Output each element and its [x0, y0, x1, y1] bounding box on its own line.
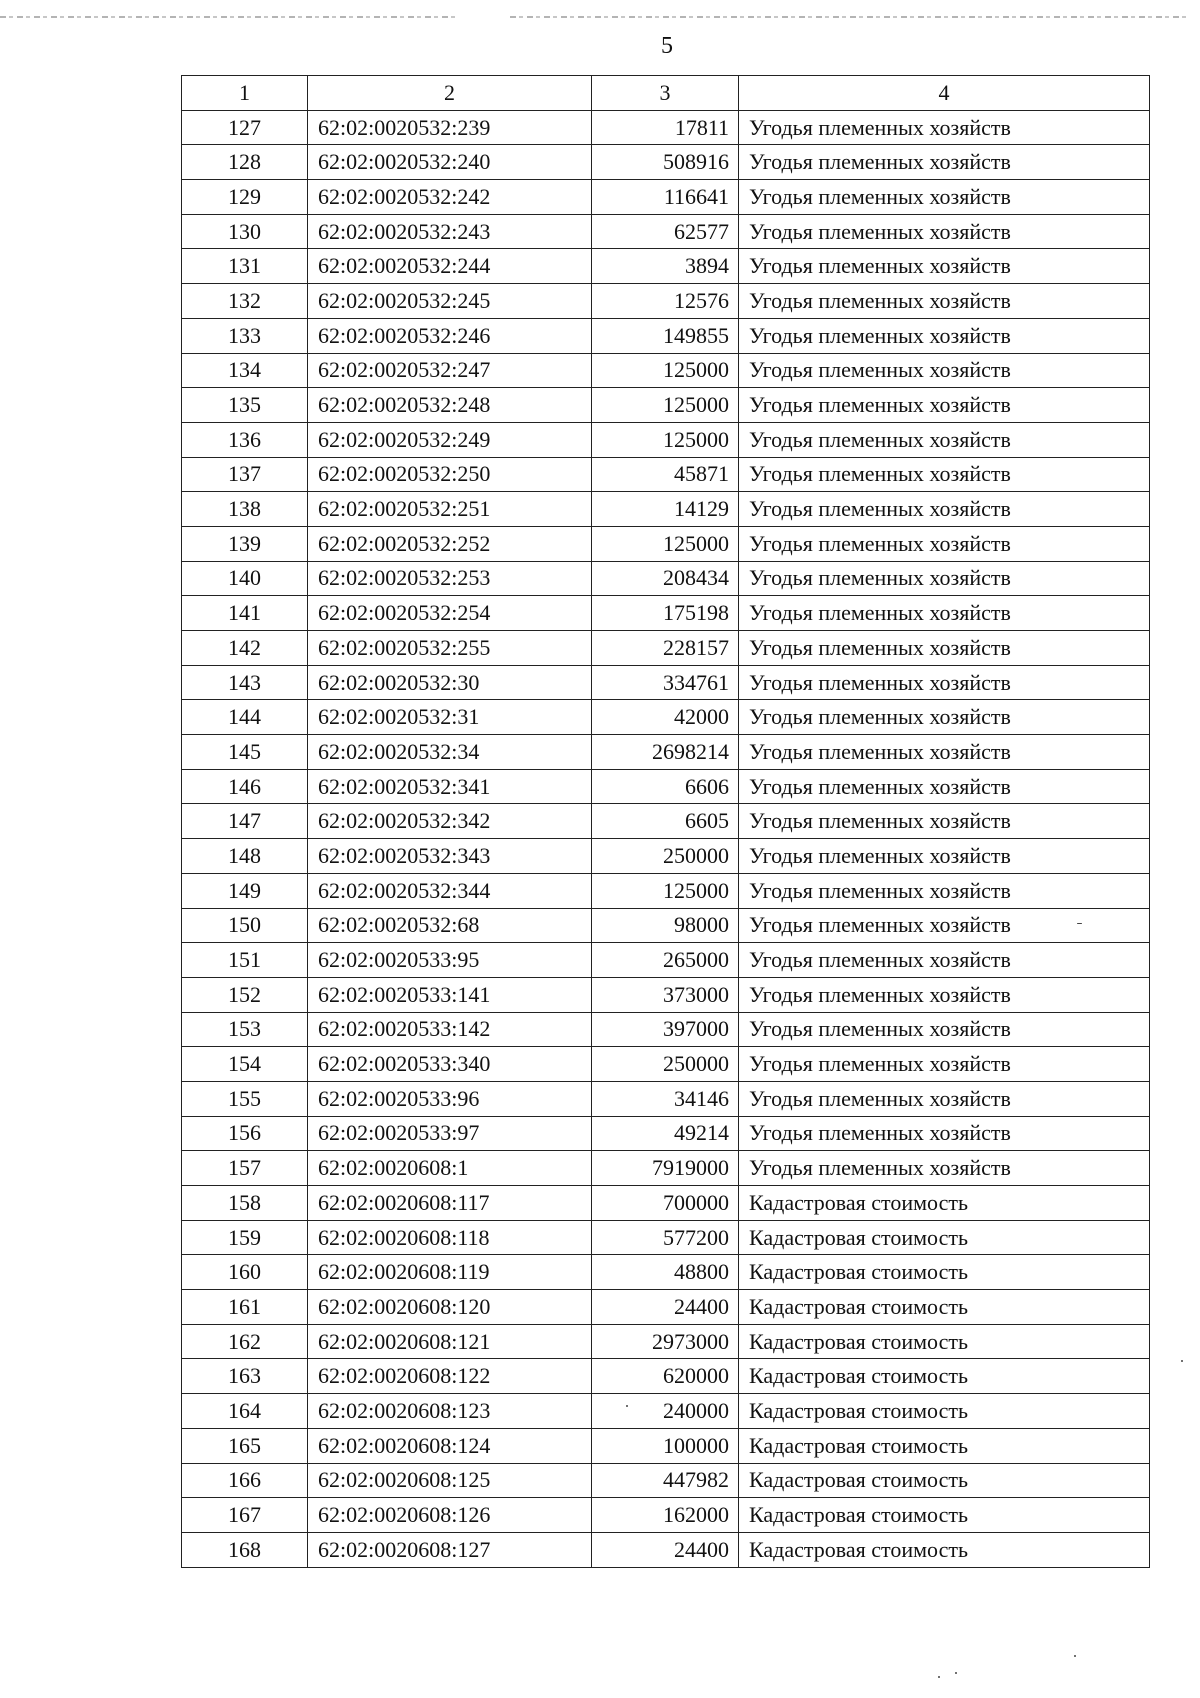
table-row — [182, 1186, 1150, 1221]
table-row — [182, 318, 1150, 353]
cadastral-number-cell: 62:02:0020532:252 — [308, 526, 592, 561]
data-table — [181, 75, 1150, 1568]
row-number-cell: 147 — [182, 804, 308, 839]
row-number-cell: 156 — [182, 1116, 308, 1151]
value-cell: 447982 — [592, 1463, 739, 1498]
description-cell: Кадастровая стоимость — [739, 1498, 1150, 1533]
description-cell: Угодья племенных хозяйств — [739, 388, 1150, 423]
page-number: 5 — [661, 33, 673, 59]
value-cell: 24400 — [592, 1290, 739, 1325]
description-cell: Угодья племенных хозяйств — [739, 353, 1150, 388]
row-number-cell: 129 — [182, 180, 308, 215]
table-row — [182, 492, 1150, 527]
table-body — [182, 110, 1150, 1567]
value-cell: 125000 — [592, 422, 739, 457]
table-row — [182, 1290, 1150, 1325]
table-row — [182, 110, 1150, 145]
description-cell: Угодья племенных хозяйств — [739, 180, 1150, 215]
description-cell: Кадастровая стоимость — [739, 1290, 1150, 1325]
header-col-1: 1 — [182, 76, 308, 111]
row-number-cell: 137 — [182, 457, 308, 492]
row-number-cell: 142 — [182, 631, 308, 666]
value-cell: 620000 — [592, 1359, 739, 1394]
value-cell: 373000 — [592, 977, 739, 1012]
cadastral-number-cell: 62:02:0020608:126 — [308, 1498, 592, 1533]
cadastral-number-cell: 62:02:0020532:31 — [308, 700, 592, 735]
row-number-cell: 131 — [182, 249, 308, 284]
table-row — [182, 665, 1150, 700]
description-cell: Кадастровая стоимость — [739, 1359, 1150, 1394]
value-cell: 6605 — [592, 804, 739, 839]
table-row — [182, 700, 1150, 735]
value-cell: 17811 — [592, 110, 739, 145]
cadastral-number-cell: 62:02:0020532:253 — [308, 561, 592, 596]
row-number-cell: 140 — [182, 561, 308, 596]
cadastral-number-cell: 62:02:0020608:122 — [308, 1359, 592, 1394]
row-number-cell: 166 — [182, 1463, 308, 1498]
value-cell: 162000 — [592, 1498, 739, 1533]
table-row — [182, 145, 1150, 180]
cadastral-number-cell: 62:02:0020532:341 — [308, 769, 592, 804]
value-cell: 116641 — [592, 180, 739, 215]
table-row — [182, 873, 1150, 908]
row-number-cell: 128 — [182, 145, 308, 180]
row-number-cell: 149 — [182, 873, 308, 908]
cadastral-number-cell: 62:02:0020608:125 — [308, 1463, 592, 1498]
table-row — [182, 1255, 1150, 1290]
row-number-cell: 150 — [182, 908, 308, 943]
cadastral-number-cell: 62:02:0020532:30 — [308, 665, 592, 700]
table-row — [182, 180, 1150, 215]
cadastral-number-cell: 62:02:0020532:247 — [308, 353, 592, 388]
cadastral-number-cell: 62:02:0020533:340 — [308, 1047, 592, 1082]
value-cell: 125000 — [592, 353, 739, 388]
value-cell: 42000 — [592, 700, 739, 735]
scan-speck — [626, 1405, 628, 1407]
cadastral-number-cell: 62:02:0020532:244 — [308, 249, 592, 284]
row-number-cell: 162 — [182, 1324, 308, 1359]
value-cell: 265000 — [592, 943, 739, 978]
value-cell: 62577 — [592, 214, 739, 249]
value-cell: 228157 — [592, 631, 739, 666]
value-cell: 508916 — [592, 145, 739, 180]
scan-speck — [1077, 923, 1082, 924]
table-header — [182, 76, 1150, 111]
row-number-cell: 130 — [182, 214, 308, 249]
cadastral-number-cell: 62:02:0020608:1 — [308, 1151, 592, 1186]
description-cell: Угодья племенных хозяйств — [739, 839, 1150, 874]
cadastral-number-cell: 62:02:0020532:239 — [308, 110, 592, 145]
description-cell: Угодья племенных хозяйств — [739, 457, 1150, 492]
row-number-cell: 135 — [182, 388, 308, 423]
description-cell: Угодья племенных хозяйств — [739, 596, 1150, 631]
table-row — [182, 353, 1150, 388]
row-number-cell: 159 — [182, 1220, 308, 1255]
table-row — [182, 526, 1150, 561]
table-row — [182, 1428, 1150, 1463]
cadastral-number-cell: 62:02:0020533:95 — [308, 943, 592, 978]
scan-artifact-right — [510, 16, 1190, 18]
value-cell: 45871 — [592, 457, 739, 492]
table-row — [182, 943, 1150, 978]
cadastral-number-cell: 62:02:0020532:344 — [308, 873, 592, 908]
table-row — [182, 839, 1150, 874]
cadastral-number-cell: 62:02:0020533:141 — [308, 977, 592, 1012]
row-number-cell: 153 — [182, 1012, 308, 1047]
cadastral-number-cell: 62:02:0020608:117 — [308, 1186, 592, 1221]
value-cell: 397000 — [592, 1012, 739, 1047]
row-number-cell: 157 — [182, 1151, 308, 1186]
description-cell: Угодья племенных хозяйств — [739, 1151, 1150, 1186]
cadastral-number-cell: 62:02:0020532:254 — [308, 596, 592, 631]
row-number-cell: 167 — [182, 1498, 308, 1533]
table-row — [182, 1359, 1150, 1394]
description-cell: Кадастровая стоимость — [739, 1255, 1150, 1290]
row-number-cell: 145 — [182, 735, 308, 770]
value-cell: 48800 — [592, 1255, 739, 1290]
row-number-cell: 139 — [182, 526, 308, 561]
description-cell: Угодья племенных хозяйств — [739, 561, 1150, 596]
value-cell: 175198 — [592, 596, 739, 631]
value-cell: 12576 — [592, 284, 739, 319]
cadastral-number-cell: 62:02:0020608:123 — [308, 1394, 592, 1429]
cadastral-number-cell: 62:02:0020608:118 — [308, 1220, 592, 1255]
table-row — [182, 457, 1150, 492]
value-cell: 208434 — [592, 561, 739, 596]
table-row — [182, 977, 1150, 1012]
table-row — [182, 908, 1150, 943]
value-cell: 24400 — [592, 1532, 739, 1567]
table-row — [182, 1012, 1150, 1047]
scan-speck — [1181, 1360, 1183, 1362]
header-col-3: 3 — [592, 76, 739, 111]
scan-speck — [955, 1672, 957, 1674]
row-number-cell: 152 — [182, 977, 308, 1012]
table-row — [182, 1220, 1150, 1255]
row-number-cell: 155 — [182, 1081, 308, 1116]
row-number-cell: 158 — [182, 1186, 308, 1221]
table-row — [182, 769, 1150, 804]
scan-speck — [1074, 1655, 1076, 1657]
row-number-cell: 148 — [182, 839, 308, 874]
description-cell: Угодья племенных хозяйств — [739, 631, 1150, 666]
description-cell: Кадастровая стоимость — [739, 1186, 1150, 1221]
table-row — [182, 1498, 1150, 1533]
cadastral-number-cell: 62:02:0020533:97 — [308, 1116, 592, 1151]
description-cell: Угодья племенных хозяйств — [739, 665, 1150, 700]
description-cell: Кадастровая стоимость — [739, 1532, 1150, 1567]
cadastral-number-cell: 62:02:0020608:127 — [308, 1532, 592, 1567]
description-cell: Угодья племенных хозяйств — [739, 873, 1150, 908]
description-cell: Угодья племенных хозяйств — [739, 526, 1150, 561]
table-row — [182, 1047, 1150, 1082]
row-number-cell: 138 — [182, 492, 308, 527]
value-cell: 577200 — [592, 1220, 739, 1255]
description-cell: Угодья племенных хозяйств — [739, 735, 1150, 770]
row-number-cell: 164 — [182, 1394, 308, 1429]
cadastral-number-cell: 62:02:0020533:142 — [308, 1012, 592, 1047]
cadastral-number-cell: 62:02:0020608:124 — [308, 1428, 592, 1463]
row-number-cell: 133 — [182, 318, 308, 353]
table-row — [182, 214, 1150, 249]
description-cell: Угодья племенных хозяйств — [739, 1116, 1150, 1151]
cadastral-number-cell: 62:02:0020532:342 — [308, 804, 592, 839]
value-cell: 2973000 — [592, 1324, 739, 1359]
cadastral-number-cell: 62:02:0020532:255 — [308, 631, 592, 666]
description-cell: Угодья племенных хозяйств — [739, 1081, 1150, 1116]
description-cell: Угодья племенных хозяйств — [739, 977, 1150, 1012]
row-number-cell: 161 — [182, 1290, 308, 1325]
description-cell: Угодья племенных хозяйств — [739, 769, 1150, 804]
description-cell: Угодья племенных хозяйств — [739, 284, 1150, 319]
cadastral-number-cell: 62:02:0020608:121 — [308, 1324, 592, 1359]
cadastral-number-cell: 62:02:0020532:34 — [308, 735, 592, 770]
table-row — [182, 284, 1150, 319]
value-cell: 250000 — [592, 839, 739, 874]
row-number-cell: 154 — [182, 1047, 308, 1082]
description-cell: Угодья племенных хозяйств — [739, 145, 1150, 180]
cadastral-number-cell: 62:02:0020532:243 — [308, 214, 592, 249]
row-number-cell: 141 — [182, 596, 308, 631]
description-cell: Угодья племенных хозяйств — [739, 249, 1150, 284]
value-cell: 49214 — [592, 1116, 739, 1151]
row-number-cell: 168 — [182, 1532, 308, 1567]
table-row — [182, 1394, 1150, 1429]
header-col-4: 4 — [739, 76, 1150, 111]
row-number-cell: 136 — [182, 422, 308, 457]
cadastral-number-cell: 62:02:0020608:120 — [308, 1290, 592, 1325]
cadastral-number-cell: 62:02:0020532:251 — [308, 492, 592, 527]
cadastral-number-cell: 62:02:0020533:96 — [308, 1081, 592, 1116]
cadastral-number-cell: 62:02:0020532:343 — [308, 839, 592, 874]
scan-artifact-left — [0, 16, 455, 18]
description-cell: Угодья племенных хозяйств — [739, 492, 1150, 527]
description-cell: Угодья племенных хозяйств — [739, 214, 1150, 249]
table-row — [182, 422, 1150, 457]
table-row — [182, 388, 1150, 423]
table-row — [182, 1151, 1150, 1186]
value-cell: 240000 — [592, 1394, 739, 1429]
description-cell: Угодья племенных хозяйств — [739, 804, 1150, 839]
description-cell: Кадастровая стоимость — [739, 1324, 1150, 1359]
table-row — [182, 735, 1150, 770]
value-cell: 125000 — [592, 873, 739, 908]
value-cell: 3894 — [592, 249, 739, 284]
table-row — [182, 596, 1150, 631]
table-row — [182, 561, 1150, 596]
description-cell: Угодья племенных хозяйств — [739, 908, 1150, 943]
table-row — [182, 1081, 1150, 1116]
cadastral-number-cell: 62:02:0020608:119 — [308, 1255, 592, 1290]
table-row — [182, 631, 1150, 666]
row-number-cell: 165 — [182, 1428, 308, 1463]
cadastral-number-cell: 62:02:0020532:240 — [308, 145, 592, 180]
description-cell: Угодья племенных хозяйств — [739, 1012, 1150, 1047]
cadastral-number-cell: 62:02:0020532:249 — [308, 422, 592, 457]
row-number-cell: 144 — [182, 700, 308, 735]
description-cell: Угодья племенных хозяйств — [739, 110, 1150, 145]
value-cell: 100000 — [592, 1428, 739, 1463]
scan-speck — [938, 1676, 940, 1678]
value-cell: 14129 — [592, 492, 739, 527]
cadastral-number-cell: 62:02:0020532:246 — [308, 318, 592, 353]
table-row — [182, 1116, 1150, 1151]
cadastral-number-cell: 62:02:0020532:242 — [308, 180, 592, 215]
cadastral-number-cell: 62:02:0020532:68 — [308, 908, 592, 943]
row-number-cell: 160 — [182, 1255, 308, 1290]
value-cell: 334761 — [592, 665, 739, 700]
value-cell: 125000 — [592, 388, 739, 423]
description-cell: Угодья племенных хозяйств — [739, 422, 1150, 457]
table-row — [182, 1532, 1150, 1567]
table-row — [182, 1324, 1150, 1359]
row-number-cell: 134 — [182, 353, 308, 388]
description-cell: Кадастровая стоимость — [739, 1463, 1150, 1498]
table-row — [182, 804, 1150, 839]
table-row — [182, 249, 1150, 284]
table-row — [182, 1463, 1150, 1498]
description-cell: Кадастровая стоимость — [739, 1220, 1150, 1255]
description-cell: Угодья племенных хозяйств — [739, 700, 1150, 735]
row-number-cell: 163 — [182, 1359, 308, 1394]
value-cell: 34146 — [592, 1081, 739, 1116]
description-cell: Угодья племенных хозяйств — [739, 1047, 1150, 1082]
cadastral-number-cell: 62:02:0020532:245 — [308, 284, 592, 319]
value-cell: 6606 — [592, 769, 739, 804]
description-cell: Угодья племенных хозяйств — [739, 943, 1150, 978]
row-number-cell: 146 — [182, 769, 308, 804]
value-cell: 149855 — [592, 318, 739, 353]
header-row — [182, 76, 1150, 111]
row-number-cell: 151 — [182, 943, 308, 978]
cadastral-number-cell: 62:02:0020532:248 — [308, 388, 592, 423]
description-cell: Кадастровая стоимость — [739, 1394, 1150, 1429]
value-cell: 2698214 — [592, 735, 739, 770]
header-col-2: 2 — [308, 76, 592, 111]
row-number-cell: 127 — [182, 110, 308, 145]
cadastral-number-cell: 62:02:0020532:250 — [308, 457, 592, 492]
value-cell: 700000 — [592, 1186, 739, 1221]
value-cell: 250000 — [592, 1047, 739, 1082]
description-cell: Угодья племенных хозяйств — [739, 318, 1150, 353]
row-number-cell: 132 — [182, 284, 308, 319]
value-cell: 98000 — [592, 908, 739, 943]
description-cell: Кадастровая стоимость — [739, 1428, 1150, 1463]
value-cell: 125000 — [592, 526, 739, 561]
row-number-cell: 143 — [182, 665, 308, 700]
value-cell: 7919000 — [592, 1151, 739, 1186]
